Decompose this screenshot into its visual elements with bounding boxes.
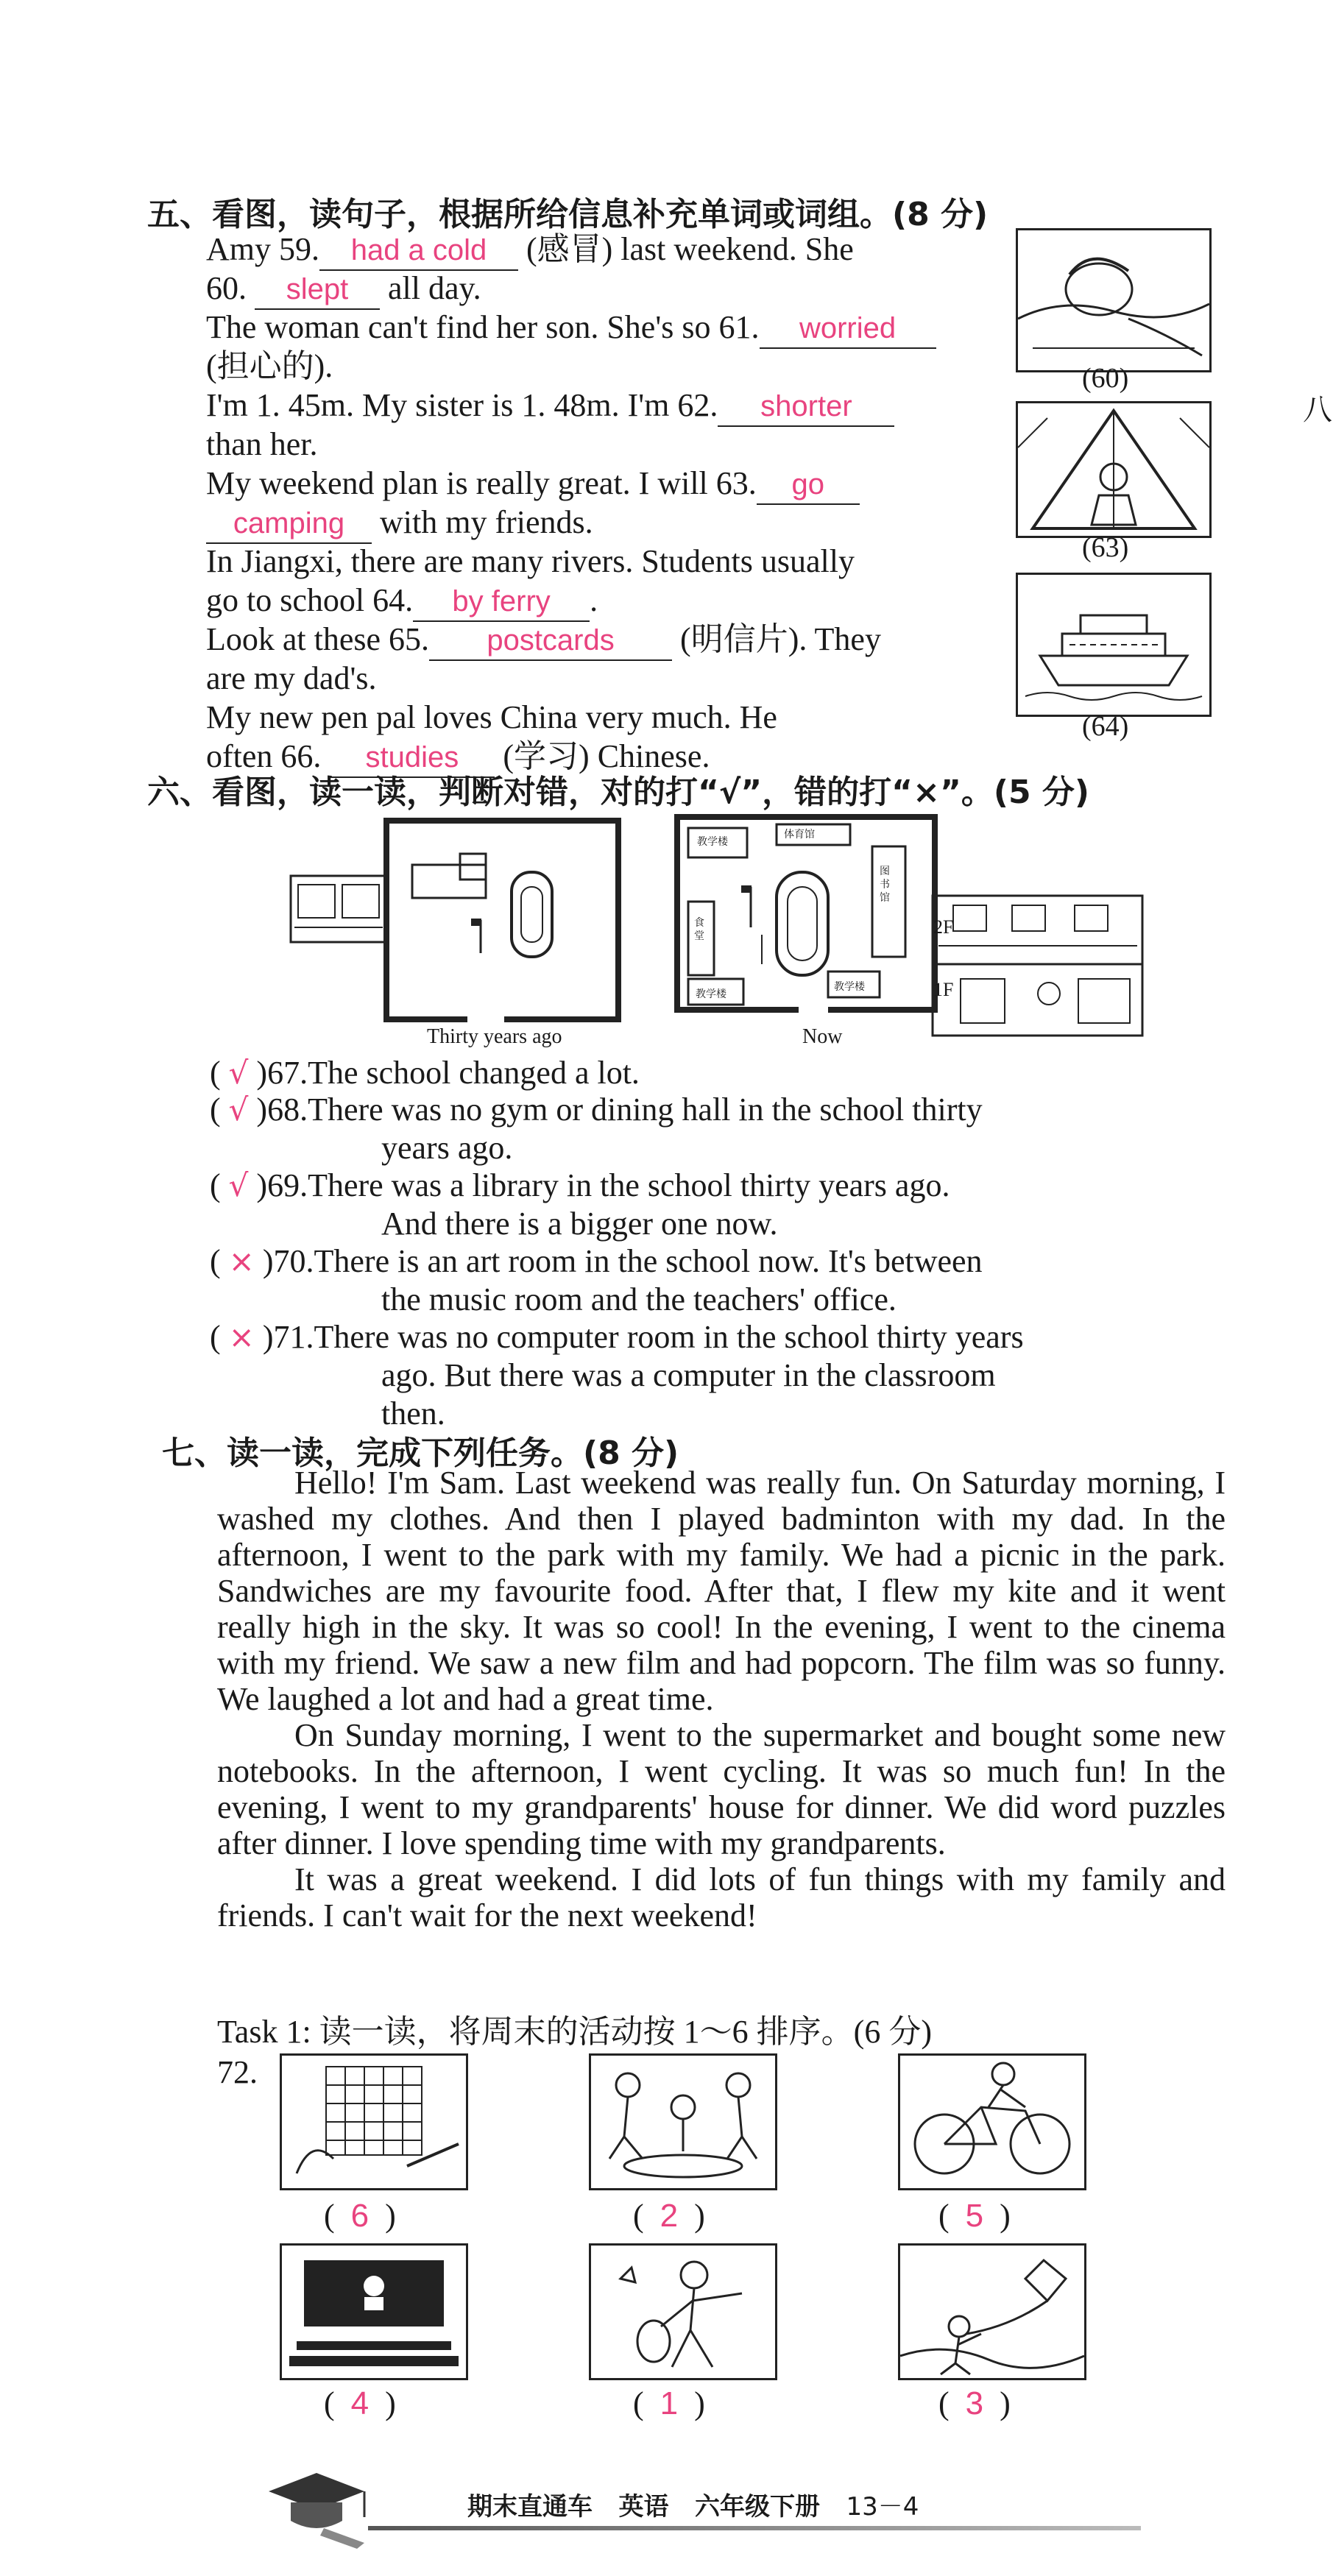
- footer-divider: [368, 2526, 1141, 2530]
- order-answer-picnic: 2: [660, 2198, 679, 2234]
- s5-line-64: go to school 64. by ferry .: [206, 581, 598, 622]
- judgement-69: ( √ )69.There was a library in the school thirty years ago.: [210, 1167, 950, 1203]
- label-canteen: 食堂: [694, 917, 704, 942]
- answer-63a: go: [791, 468, 825, 500]
- picture-60-sick-woman: [1016, 228, 1212, 372]
- task-picture-cycling: [898, 2053, 1086, 2190]
- picture-63-camping: [1016, 401, 1212, 538]
- order-label-4: ( 4 ): [324, 2385, 396, 2421]
- section7-heading: 七、读一读，完成下列任务。(8 分): [162, 1434, 679, 1472]
- s5-line-65b: are my dad's.: [206, 660, 377, 696]
- judgement-71-cont2: then.: [381, 1395, 445, 1432]
- judgement-71-cont: ago. But there was a computer in the classroom: [381, 1357, 996, 1393]
- label-thirty-years-ago: Thirty years ago: [427, 1025, 562, 1048]
- order-answer-cinema: 4: [350, 2385, 370, 2421]
- reading-passage: [217, 1465, 1226, 1933]
- answer-62: shorter: [760, 390, 852, 422]
- question-72: 72.: [217, 2054, 258, 2090]
- task-picture-word-puzzle: [280, 2053, 468, 2190]
- paragraph-3: It was a great weekend. I did lots of fun things with my family and friends. I can't wait for the next weekend!: [217, 1861, 1226, 1933]
- task-picture-kite: [898, 2243, 1086, 2380]
- caption-63: (63): [1082, 532, 1129, 563]
- task-picture-picnic: [589, 2053, 777, 2190]
- s5-line-63b: camping with my friends.: [206, 503, 593, 544]
- s5-line-62: I'm 1. 45m. My sister is 1. 48m. I'm 62. shorter: [206, 386, 894, 427]
- s5-line-64a: In Jiangxi, there are many rivers. Students usually: [206, 543, 855, 579]
- s5-line-63: My weekend plan is really great. I will 63. go: [206, 464, 860, 505]
- footer-book: 期末直通车: [467, 2492, 593, 2522]
- s5-line-61b: (担心的).: [206, 348, 333, 384]
- answer-65: postcards: [487, 624, 615, 657]
- label-library: 图书馆: [880, 866, 890, 904]
- judgement-68-cont: years ago.: [381, 1130, 513, 1166]
- s5-line-59: Amy 59. had a cold (感冒) last weekend. She: [206, 230, 854, 271]
- order-answer-cycling: 5: [965, 2198, 984, 2234]
- label-2f: 2F: [933, 916, 954, 938]
- map-thirty-years-ago: [283, 817, 622, 1030]
- section5-heading: 五、看图，读句子，根据所给信息补充单词或词组。(8 分): [147, 196, 989, 233]
- s5-line-61: The woman can't find her son. She's so 61. worried: [206, 308, 936, 349]
- judgement-70-cont: the music room and the teachers' office.: [381, 1281, 897, 1317]
- task-picture-cinema: [280, 2243, 468, 2380]
- judgement-69-cont: And there is a bigger one now.: [381, 1206, 778, 1242]
- answer-60: slept: [286, 273, 349, 305]
- label-teaching-building-3: 教学楼: [834, 981, 865, 993]
- s5-line-62b: than her.: [206, 426, 318, 462]
- answer-66: studies: [365, 741, 459, 774]
- answer-64: by ferry: [452, 585, 551, 618]
- answer-59: had a cold: [350, 234, 487, 266]
- order-label-5: ( 1 ): [633, 2385, 705, 2421]
- s5-line-65: Look at these 65. postcards (明信片). They: [206, 620, 881, 661]
- label-1f: 1F: [933, 979, 954, 1000]
- footer-page: 13－4: [846, 2492, 919, 2522]
- order-answer-kite: 3: [965, 2385, 984, 2421]
- answer-63b: camping: [233, 507, 345, 539]
- footer-text: [467, 2486, 919, 2522]
- footer-subject: 英语: [618, 2492, 669, 2522]
- s5-line-66: often 66. studies (学习) Chinese.: [206, 737, 710, 778]
- graduation-cap-icon: [254, 2462, 379, 2550]
- judgement-71: ( × )71.There was no computer room in the school thirty years: [210, 1319, 1024, 1355]
- order-label-3: ( 5 ): [938, 2198, 1011, 2234]
- answer-61: worried: [799, 312, 897, 344]
- s5-line-66a: My new pen pal loves China very much. He: [206, 699, 777, 735]
- paragraph-1: Hello! I'm Sam. Last weekend was really fun. On Saturday morning, I washed my clothes. And then I played badminton with my dad. In the afternoon, I went to the park with my family. We had a picnic in the park. Sandwiches are my favourite food. After that, I flew my kite and it went really high in the sky. It was so cool! In the evening, I went to the cinema with my friend. We saw a new film and had popcorn. The film was so funny. We laughed a lot and had a great time.: [217, 1465, 1226, 1717]
- judgement-67: ( √ )67.The school changed a lot.: [210, 1055, 640, 1091]
- task1-instruction: Task 1: 读一读，将周末的活动按 1～6 排序。(6 分): [217, 2014, 932, 2050]
- order-label-1: ( 6 ): [324, 2198, 396, 2234]
- task-picture-badminton: [589, 2243, 777, 2380]
- label-now: Now: [802, 1025, 843, 1048]
- order-answer-badminton: 1: [660, 2385, 679, 2421]
- margin-mark: 八: [1303, 393, 1332, 426]
- section6-heading: 六、看图，读一读，判断对错，对的打“√”，错的打“×”。(5 分): [147, 774, 1090, 811]
- building-floors: [931, 894, 1145, 1038]
- label-teaching-building-2: 教学楼: [696, 988, 726, 1000]
- order-label-2: ( 2 ): [633, 2198, 705, 2234]
- paragraph-2: On Sunday morning, I went to the supermarket and bought some new notebooks. In the afternoon, I went cycling. It was so much fun! In the evening, I went to my grandparents' house for dinner. We did word puzzles after dinner. I love spending time with my grandparents.: [217, 1717, 1226, 1861]
- footer-grade: 六年级下册: [695, 2492, 821, 2522]
- caption-60: (60): [1082, 363, 1129, 394]
- order-label-6: ( 3 ): [938, 2385, 1011, 2421]
- order-answer-word-puzzle: 6: [350, 2198, 370, 2234]
- judgement-68: ( √ )68.There was no gym or dining hall in the school thirty: [210, 1091, 983, 1128]
- label-teaching-building-1: 教学楼: [697, 836, 728, 848]
- picture-64-ferry: [1016, 573, 1212, 717]
- s5-line-60: 60. slept all day.: [206, 269, 481, 310]
- label-gym: 体育馆: [784, 829, 815, 841]
- judgement-70: ( × )70.There is an art room in the school now. It's between: [210, 1243, 983, 1279]
- caption-64: (64): [1082, 711, 1129, 742]
